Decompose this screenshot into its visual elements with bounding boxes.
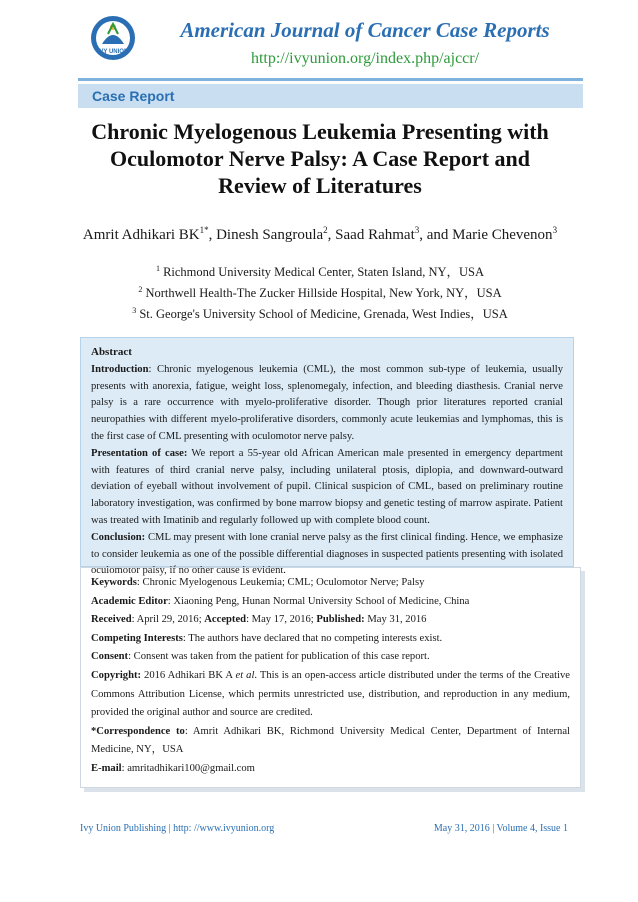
published-label: Published:	[316, 614, 365, 626]
affiliation-number: 1	[155, 263, 160, 273]
copyright-line	[91, 667, 570, 723]
email-label: E-mail	[91, 762, 122, 774]
affiliation-number: 3	[132, 305, 137, 315]
author-list	[70, 225, 570, 244]
competing-text: : The authors have declared that no competing interests exist.	[182, 632, 443, 644]
affiliation-text: Richmond University Medical Center, Staten Island, NY，USA	[159, 265, 485, 279]
author-separator: , and	[419, 227, 453, 243]
received-label: Received	[91, 614, 132, 626]
abstract-conclusion-text: CML may present with lone cranial nerve palsy as the first clinical finding. Hence, we emphasize to consider leukemia as one of the possible differential diagnoses in suspected patients presenting with isolated oculomotor palsy, if no other cause is evident.	[91, 531, 563, 577]
abstract-heading: Abstract	[91, 346, 132, 358]
author-separator: ,	[208, 227, 217, 243]
author-separator: ,	[327, 227, 336, 243]
copyright-italic: et al	[235, 669, 255, 681]
journal-logo	[88, 14, 138, 62]
accepted-text: : May 17, 2016;	[246, 614, 317, 626]
section-tag: Case Report	[78, 84, 583, 108]
affiliation-text: Northwell Health-The Zucker Hillside Hospital, New York, NY，USA	[142, 286, 502, 300]
footer-issue-info: May 31, 2016 | Volume 4, Issue 1	[433, 823, 568, 834]
abstract-case	[91, 446, 563, 530]
affiliation-2	[70, 283, 570, 301]
author-sup: 2	[323, 225, 328, 235]
keywords-text: : Chronic Myelogenous Leukemia; CML; Oculomotor Nerve; Palsy	[136, 577, 425, 588]
copyright-text-1: 2016 Adhikari BK A	[141, 669, 236, 681]
author-sup: 3	[414, 225, 420, 235]
author-name: Marie Chevenon	[452, 227, 553, 243]
author-name: Amrit Adhikari BK	[82, 227, 200, 243]
abstract-intro-label: Introduction	[91, 363, 149, 375]
email-line	[91, 760, 570, 779]
copyright-text-2: . This is an open-access article distributed under the terms of the Creative Commons Attribution License, which permits unrestricted use, distribution, and reproduction in any medium, provided the original author and source are credited.	[91, 669, 570, 719]
editor-line	[91, 593, 570, 612]
correspondence-text: : Amrit Adhikari BK, Richmond University Medical Center, Department of Internal Medicine, NY，USA	[91, 725, 570, 756]
abstract-intro-text: : Chronic myelogenous leukemia (CML), the most common sub-type of leukemia, usually presents with anorexia, fatigue, weight loss, splenomegaly, infection, and bleeding diasthesis. Cranial nerve palsy is a rare occurrence with myelo-proliferative disorder. Though prior literatures reported cranial neuropathies with different myelo-proliferative disorders, commonly acute leukemias and lymphomas, this is the first case of CML presenting with oculomotor nerve palsy.	[91, 363, 563, 442]
correspondence-label: *Correspondence to	[91, 725, 185, 737]
consent-text: : Consent was taken from the patient for publication of this case report.	[128, 651, 430, 663]
journal-title: American Journal of Cancer Case Reports	[180, 18, 550, 42]
author-name: Dinesh Sangroula	[216, 227, 324, 243]
author-sup: 3	[552, 225, 558, 235]
journal-url[interactable]: http://ivyunion.org/index.php/ajccr/	[250, 50, 480, 67]
article-title: Chronic Myelogenous Leukemia Presenting with Oculomotor Nerve Palsy: A Case Report and Review of Literatures	[91, 119, 549, 198]
published-text: May 31, 2016	[364, 614, 427, 626]
keywords-label: Keywords	[91, 577, 137, 588]
correspondence-line	[91, 723, 570, 760]
accepted-label: Accepted	[204, 614, 247, 626]
footer-publisher: Ivy Union Publishing | http: //www.ivyunion.org	[80, 823, 275, 834]
abstract-case-text: We report a 55-year old African American male presented in emergency department with features of third cranial nerve palsy, including unilateral ptosis, diplopia, and downward-outward deviation of eyeball without involvement of pupil. Clinical suspicion of CML, based on preliminary routine laboratory investigation, was confirmed by bone marrow biopsy and genetic testing of marrow aspirate. Patient was treated with Imatinib and regularly followed up with complete blood count.	[91, 447, 564, 526]
competing-label: Competing Interests	[91, 632, 183, 644]
editor-label: Academic Editor	[91, 595, 168, 607]
author-name: Saad Rahmat	[335, 227, 415, 243]
consent-label: Consent	[91, 651, 129, 663]
competing-line	[91, 630, 570, 649]
affiliation-number: 2	[138, 284, 143, 294]
author-sup: 1*	[199, 225, 209, 235]
consent-line	[91, 648, 570, 667]
abstract-introduction	[91, 362, 563, 446]
abstract-conclusion-label: Conclusion:	[91, 531, 146, 543]
abstract-case-label: Presentation of case:	[91, 447, 188, 459]
copyright-label: Copyright:	[91, 669, 142, 681]
received-text: : April 29, 2016;	[131, 614, 205, 626]
article-info-box	[80, 567, 581, 788]
editor-text: : Xiaoning Peng, Hunan Normal University School of Medicine, China	[167, 595, 470, 607]
affiliation-text: St. George's University School of Medicine, Grenada, West Indies，USA	[136, 307, 508, 321]
header-divider	[78, 78, 583, 81]
abstract-box	[80, 337, 574, 577]
affiliation-1	[70, 262, 570, 280]
svg-text:IVY UNION: IVY UNION	[97, 49, 129, 55]
dates-line	[91, 611, 570, 630]
keywords-line	[91, 574, 570, 593]
email-link[interactable]: : amritadhikari100@gmail.com	[121, 762, 255, 774]
affiliation-3	[70, 304, 570, 322]
